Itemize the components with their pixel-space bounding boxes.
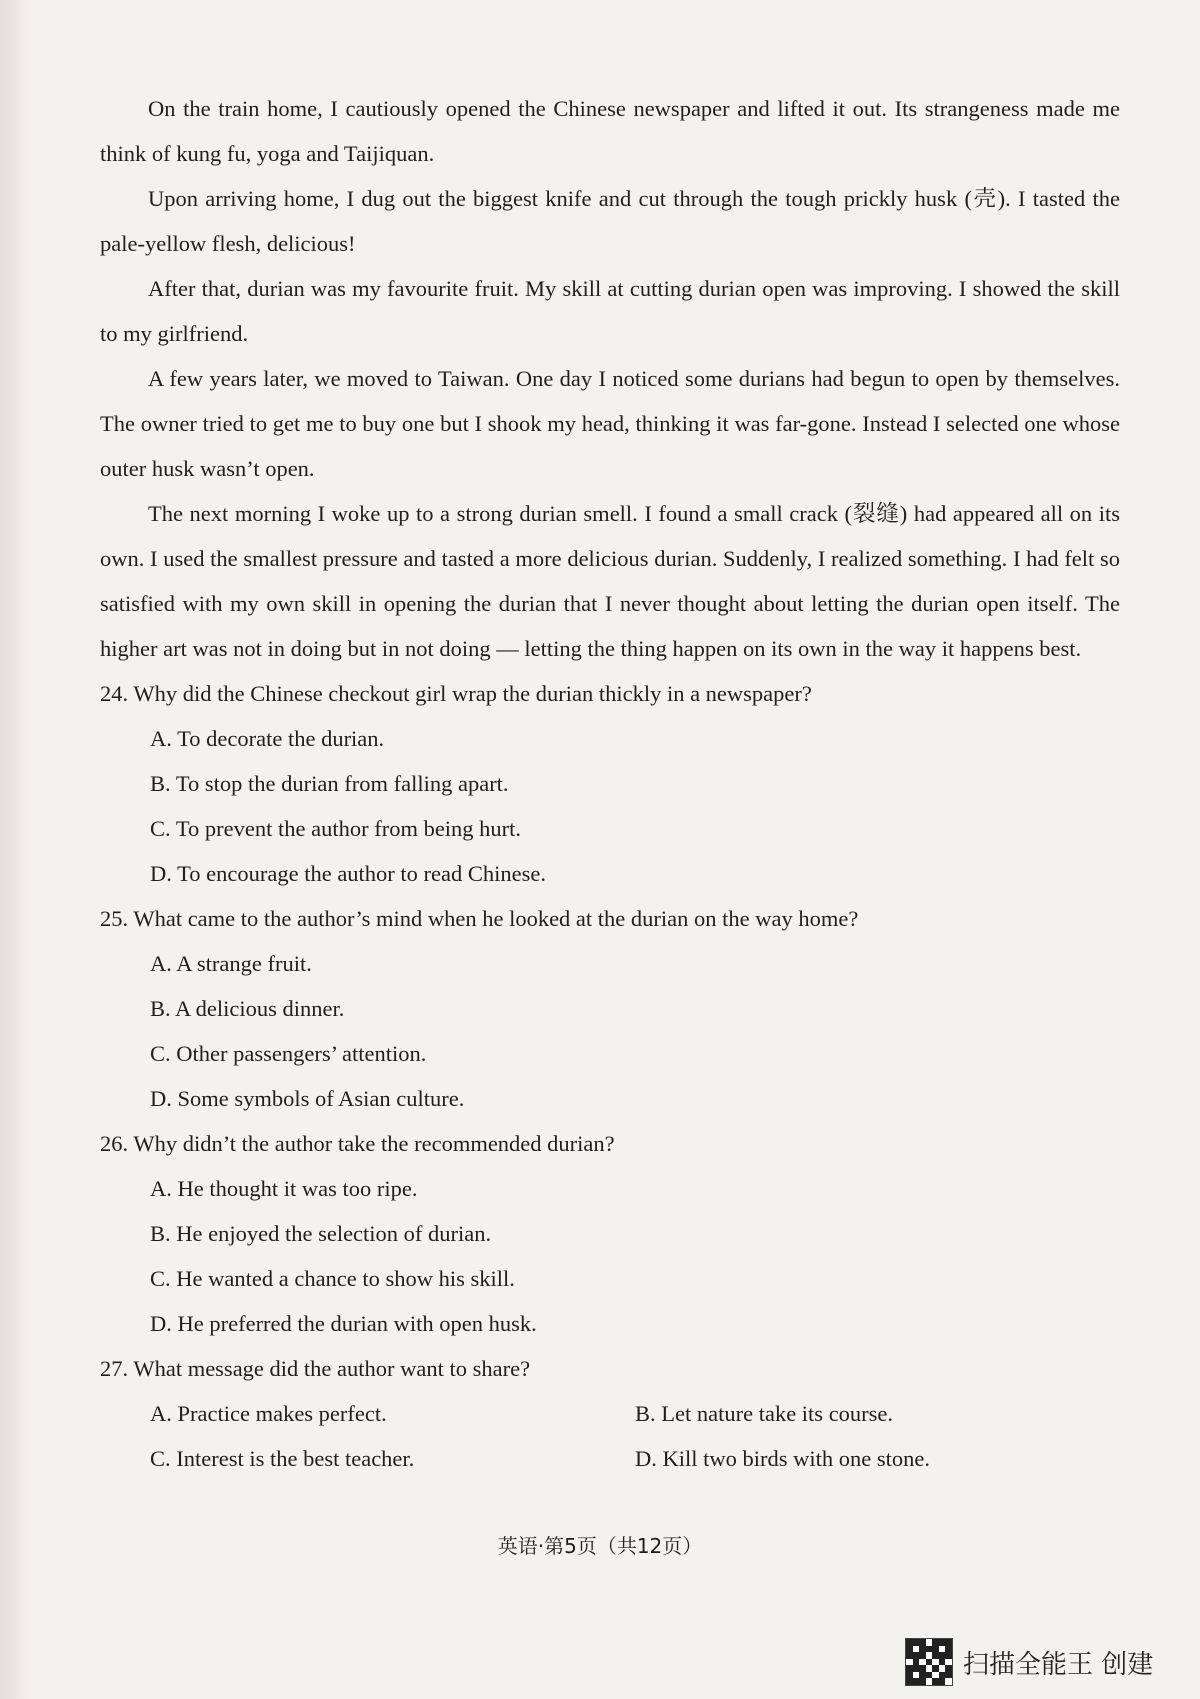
passage-paragraph-5: The next morning I woke up to a strong durian smell. I found a small crack (裂缝) had appeared all on its own. I used the smallest pressure and tasted a more delicious durian. Suddenly, I realized something. I had felt so satisfied with my own skill in opening the durian that I never thought about letting the durian open itself. The higher art was not in doing but in not doing — letting the thing happen on its own in the way it happens best.	[100, 501, 1120, 661]
passage-paragraph-1: On the train home, I cautiously opened the Chinese newspaper and lifted it out. Its strangeness made me think of kung fu, yoga and Taijiquan.	[100, 96, 1120, 166]
qr-code-icon	[905, 1638, 953, 1686]
page-content	[100, 86, 1120, 1481]
option-d: D. Kill two birds with one stone.	[635, 1446, 930, 1471]
option-d: D. He preferred the durian with open husk.	[150, 1311, 537, 1336]
option-c: C. To prevent the author from being hurt.	[150, 816, 522, 841]
option-b: B. He enjoyed the selection of durian.	[150, 1221, 492, 1246]
option-b: B. Let nature take its course.	[635, 1401, 894, 1426]
option-c: C. Interest is the best teacher.	[150, 1446, 415, 1471]
question-25	[100, 896, 1120, 1121]
option-d: D. Some symbols of Asian culture.	[150, 1086, 465, 1111]
question-stem: 25. What came to the author’s mind when he looked at the durian on the way home?	[100, 906, 859, 931]
page-footer: 英语·第5页（共12页）	[497, 1534, 703, 1558]
passage-paragraph-3: After that, durian was my favourite fruit. My skill at cutting durian open was improving. I showed the skill to my girlfriend.	[100, 276, 1120, 346]
question-24	[100, 671, 1120, 896]
option-a: A. Practice makes perfect.	[150, 1401, 387, 1426]
scan-edge-shadow	[0, 0, 30, 1699]
option-row	[150, 1391, 1120, 1436]
question-stem: 24. Why did the Chinese checkout girl wrap the durian thickly in a newspaper?	[100, 681, 812, 706]
option-row	[150, 1436, 1120, 1481]
option-a: A. To decorate the durian.	[150, 726, 385, 751]
option-b: B. To stop the durian from falling apart.	[150, 771, 509, 796]
scanner-watermark	[905, 1638, 1153, 1686]
option-c: C. Other passengers’ attention.	[150, 1041, 427, 1066]
question-stem: 27. What message did the author want to share?	[100, 1356, 531, 1381]
option-c: C. He wanted a chance to show his skill.	[150, 1266, 515, 1291]
question-stem: 26. Why didn’t the author take the recommended durian?	[100, 1131, 615, 1156]
scanner-watermark-text: 扫描全能王 创建	[963, 1649, 1154, 1680]
question-26	[100, 1121, 1120, 1346]
option-a: A. He thought it was too ripe.	[150, 1176, 418, 1201]
question-27	[100, 1346, 1120, 1481]
option-a: A. A strange fruit.	[150, 951, 312, 976]
passage-paragraph-2: Upon arriving home, I dug out the biggest knife and cut through the tough prickly husk (壳). I tasted the pale-yellow flesh, delicious!	[100, 186, 1120, 256]
passage-paragraph-4: A few years later, we moved to Taiwan. One day I noticed some durians had begun to open by themselves. The owner tried to get me to buy one but I shook my head, thinking it was far-gone. Instead I selected one whose outer husk wasn’t open.	[100, 366, 1120, 481]
option-b: B. A delicious dinner.	[150, 996, 345, 1021]
option-d: D. To encourage the author to read Chinese.	[150, 861, 547, 886]
